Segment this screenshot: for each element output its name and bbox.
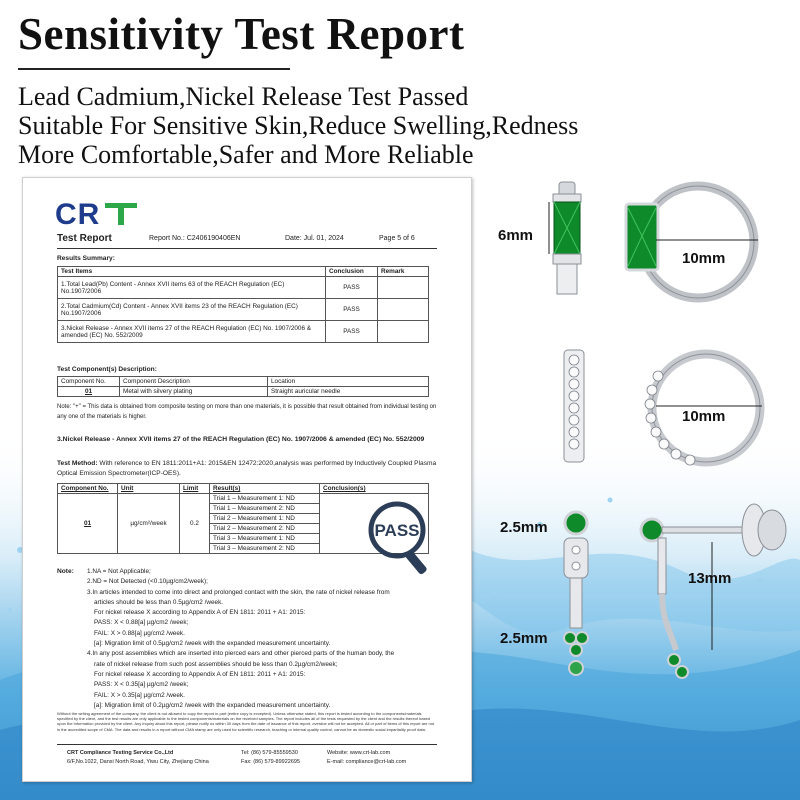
- note-line: [a]: Migration limit of 0.5µg/cm2 /week with the expanded measurement uncertainty.: [94, 640, 331, 648]
- result-header-limit: Limit: [180, 484, 210, 494]
- footer-phone-block: [241, 749, 300, 767]
- note-label: Note:: [57, 568, 74, 575]
- summary-remark: [378, 321, 429, 343]
- note-line: [a]: Migration limit of 0.2µg/cm2 /week with the expanded measurement uncertainty.: [94, 701, 331, 709]
- summary-item: 2.Total Cadmium(Cd) Content - Annex XVII items 23 of the REACH Regulation (EC) No.1907/2006: [58, 299, 326, 321]
- result-header-component: Component No.: [58, 484, 118, 494]
- summary-item: 3.Nickel Release - Annex XVII items 27 of the REACH Regulation (EC) No. 1907/2006 & amended (EC) No. 552/2009: [58, 321, 326, 343]
- post-length-label: 13mm: [688, 570, 732, 587]
- table-row: [58, 299, 429, 321]
- results-summary-label: Results Summary:: [57, 255, 115, 262]
- footer-web: Website: www.crt-lab.com: [327, 750, 391, 756]
- result-measurement: Trial 2 – Measurement 2: ND: [210, 524, 320, 534]
- emerald-hoop-side-image: [545, 180, 590, 305]
- nickel-heading: 3.Nickel Release - Annex XVII items 27 of the REACH Regulation (EC) No. 1907/2006 & amended (EC) No. 552/2009: [57, 436, 425, 443]
- component-no: 01: [58, 387, 120, 397]
- component-header-location: Location: [268, 377, 429, 387]
- note-line: FAIL: X > 0.35[a] µg/cm2 /week.: [94, 691, 185, 699]
- hoop-diameter-label-2: 10mm: [682, 408, 726, 425]
- table-row: [58, 321, 429, 343]
- summary-item: 1.Total Lead(Pb) Content - Annex XVII items 63 of the REACH Regulation (EC) No.1907/2006: [58, 277, 326, 299]
- summary-header-conclusion: Conclusion: [326, 267, 378, 277]
- header-divider: [57, 248, 437, 249]
- test-method-label: Test Method:: [57, 460, 98, 467]
- note-line: PASS: X < 0.88[a] µg/cm2 /week;: [94, 619, 189, 627]
- crystal-hoop-side-image: [558, 348, 590, 466]
- footer-tel: Tel: (86) 579-85559530: [241, 750, 298, 756]
- footer-company-block: [67, 749, 209, 767]
- component-header-no: Component No.: [58, 377, 120, 387]
- result-header-unit: Unit: [118, 484, 180, 494]
- note-line: 1.NA = Not Applicable;: [87, 568, 151, 575]
- stud-top-label: 2.5mm: [500, 519, 548, 536]
- component-note: Note: "+" = This data is obtained from composite testing on more than one materials, it is possible that result obtained from individual testing on any one of the materials is higher.: [57, 404, 437, 420]
- notes-list: [87, 567, 457, 711]
- summary-table: [57, 266, 429, 343]
- summary-remark: [378, 277, 429, 299]
- note-line: 4.In any post assemblies which are inserted into pierced ears and other pierced parts of the human body, the: [87, 650, 395, 658]
- component-desc: Metal with silvery plating: [120, 387, 268, 397]
- emerald-hoop-front-image: [618, 178, 770, 303]
- result-unit: µg/cm²/week: [118, 494, 180, 554]
- subtitle-line-3: More Comfortable,Safer and More Reliable: [18, 140, 474, 169]
- ear-jacket-front-image: [554, 508, 596, 698]
- report-date: Date: Jul. 01, 2024: [285, 235, 344, 242]
- footer-email: E-mail: compliance@crt-lab.com: [327, 759, 407, 765]
- note-line: rate of nickel release from such post assemblies should be less than 0.2µg/cm2/week;: [94, 660, 338, 668]
- note-line: PASS: X < 0.35[a] µg/cm2 /week;: [94, 681, 189, 689]
- summary-conclusion: PASS: [326, 299, 378, 321]
- summary-header-items: Test Items: [58, 267, 326, 277]
- footer-divider: [57, 744, 437, 745]
- component-location: Straight auricular needle: [268, 387, 429, 397]
- result-measurement: Trial 3 – Measurement 1: ND: [210, 534, 320, 544]
- note-line: articles should be less than 0.5µg/cm2 /week.: [94, 598, 224, 606]
- subtitle-block: [18, 82, 578, 169]
- note-line: For nickel release X according to Appendix A of EN 1811: 2011 + A1: 2015:: [94, 609, 306, 617]
- note-line: FAIL: X > 0.88[a] µg/cm2 /week.: [94, 629, 185, 637]
- test-report-document: [22, 177, 472, 782]
- pass-stamp-text: PASS: [374, 521, 420, 540]
- components-table: [57, 376, 429, 397]
- subtitle-line-1: Lead Cadmium,Nickel Release Test Passed: [18, 82, 469, 111]
- note-line: 2.ND = Not Detected (<0.10µg/cm2/week);: [87, 578, 208, 586]
- report-number: Report No.: C2406190406EN: [149, 235, 241, 242]
- footer-web-block: [327, 749, 406, 767]
- result-header-results: Result(s): [210, 484, 320, 494]
- test-method-text: With reference to EN 1811:2011+A1: 2015&EN 12472:2020,analysis was performed by Inductively Coupled Plasma Optical Emission Spectrometer(ICP-OES).: [57, 460, 437, 477]
- result-header-conclusion: Conclusion(s): [320, 484, 429, 494]
- summary-header-remark: Remark: [378, 267, 429, 277]
- result-measurement: Trial 1 – Measurement 2: ND: [210, 504, 320, 514]
- summary-conclusion: PASS: [326, 321, 378, 343]
- disclaimer-text: Without the writing agreement of the company, the client is not allowed to copy the report in part (entire copy is excepted). Unless otherwise stated, this report is tested according to the components/materials specified by the client, and the test results are only applicable to the tested components/materials on the received samples. The report includes all of the tests requested by the client and the results thereof based upon the information provided by the client. Any inquiry about this report, please notify us within 30 days from the date of issuance of this report, overdue will not be accepted. All or part of items of this report are not in the accredited scope of CMA. The data and results in a report without CMA stamp are only used for scientific research, teaching or internal quality control, cannot be as domestic social impartiality proof data.: [57, 711, 435, 732]
- stud-bottom-label: 2.5mm: [500, 630, 548, 647]
- result-measurement: Trial 2 – Measurement 1: ND: [210, 514, 320, 524]
- hoop-diameter-label-1: 10mm: [682, 250, 726, 267]
- svg-text:CR: CR: [55, 198, 101, 228]
- crt-logo: [55, 198, 145, 228]
- subtitle-line-2: Suitable For Sensitive Skin,Reduce Swelling,Redness: [18, 111, 579, 140]
- footer-fax: Fax: (86) 579-89922695: [241, 759, 301, 765]
- test-method: [57, 459, 437, 479]
- note-line: For nickel release X according to Appendix A of EN 1811: 2011 + A1: 2015:: [94, 670, 306, 678]
- components-label: Test Component(s) Description:: [57, 366, 157, 373]
- summary-conclusion: PASS: [326, 277, 378, 299]
- result-limit: 0.2: [180, 494, 210, 554]
- page-title: Sensitivity Test Report: [18, 9, 465, 59]
- stone-height-label: 6mm: [498, 227, 534, 244]
- result-measurement: Trial 3 – Measurement 2: ND: [210, 544, 320, 554]
- report-page: Page 5 of 6: [379, 235, 415, 242]
- footer-company: CRT Compliance Testing Service Co.,Ltd: [67, 750, 174, 756]
- table-row: [58, 277, 429, 299]
- note-line: 3.In articles intended to come into direct and prolonged contact with the skin, the rate of nickel release from: [87, 588, 390, 596]
- footer-address: 6/F,No.1022, Danxi North Road, Yiwu City, Zhejiang China: [67, 759, 209, 765]
- ear-jacket-side-image: [636, 500, 796, 690]
- summary-remark: [378, 299, 429, 321]
- result-component: 01: [58, 494, 118, 554]
- table-row: [58, 387, 429, 397]
- report-heading: Test Report: [57, 233, 112, 244]
- component-header-desc: Component Description: [120, 377, 268, 387]
- title-underline: [18, 68, 290, 70]
- result-measurement: Trial 1 – Measurement 1: ND: [210, 494, 320, 504]
